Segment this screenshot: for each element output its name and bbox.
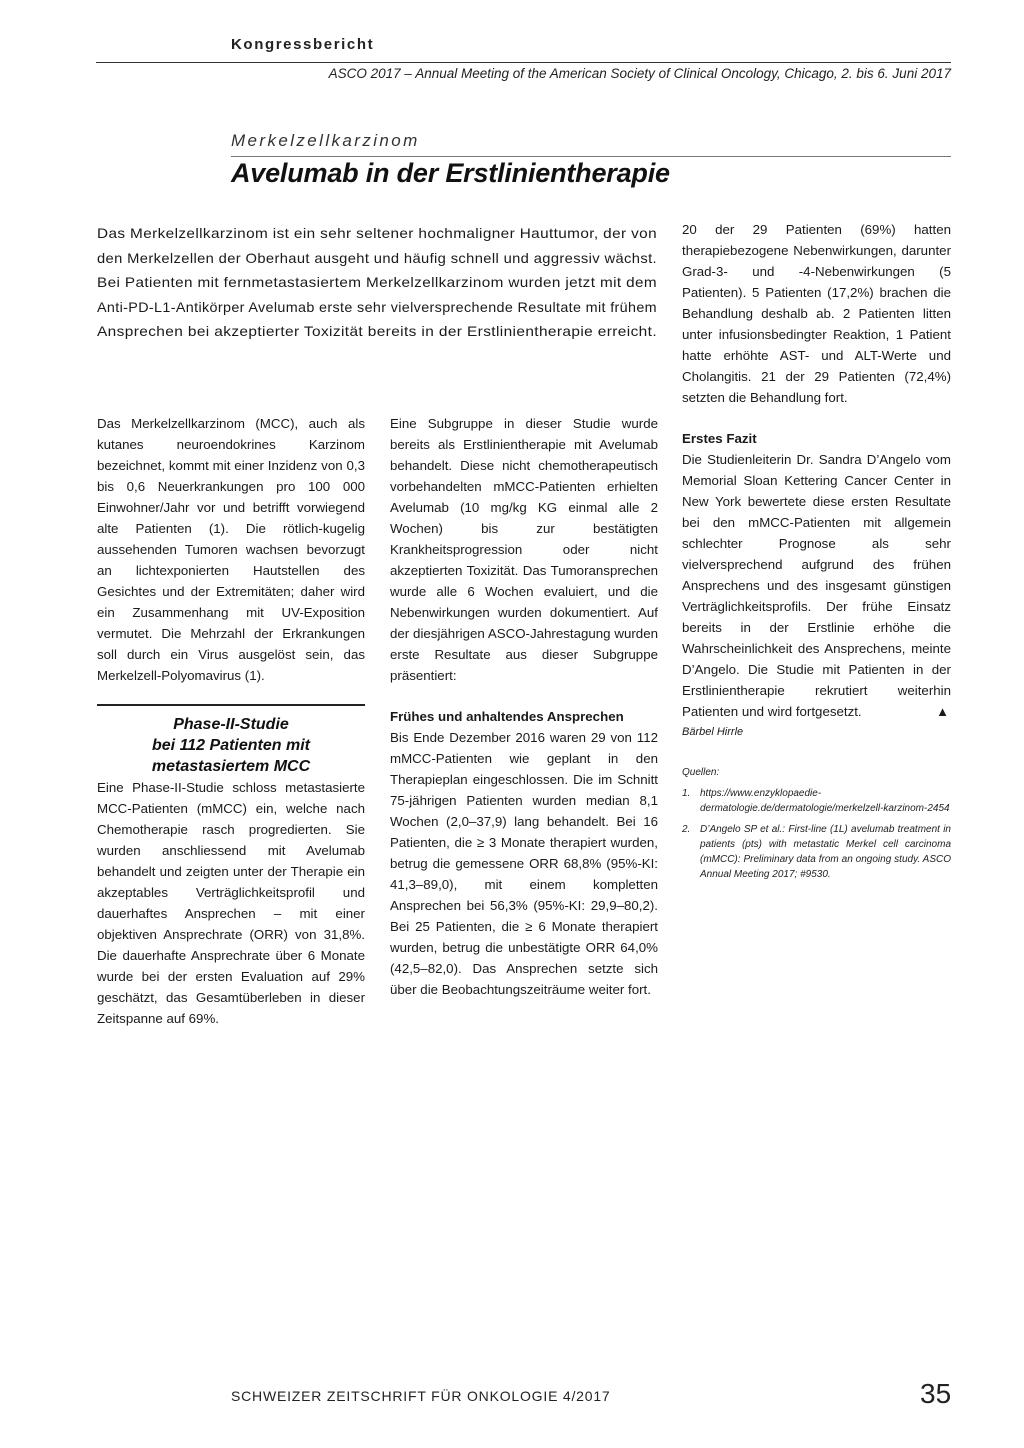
body-paragraph-intro: Das Merkelzellkarzinom (MCC), auch als kutanes neuroendokrines Karzinom bezeichnet, kommt mit einer Inzidenz von 0,3 bis 0,6 Neuerkrankungen pro 100 000 Einwohner/Jahr vor und betrifft vorwiegend alte Patienten (1). Die rötlich-kugelig aussehenden Tumoren wachsen bevorzugt an lichtexponierten Hautstellen des Gesichtes und der Extremitäten; daher wird ein Zusammenhang mit UV-Exposition vermutet. Die Mehrzahl der Erkrankungen soll durch ein Virus ausgelöst sein, das Merkelzell-Polyomavirus (1). (97, 416, 365, 683)
body-paragraph-response: Bis Ende Dezember 2016 waren 29 von 112 mMCC-Patienten wie geplant in den Therapieplan eingeschlossen. Die im Schnitt 75-jährigen Patienten wurden median 8,1 Wochen (2,0–37,9) lang behandelt. Bei 16 Patienten, die ≥ 3 Monate therapiert wurden, betrug die gemessene ORR 68,8% (95%-KI: 41,3–89,0), mit einem kompletten Ansprechen bei 56,3% (95%-KI: 29,9–80,2). Bei 25 Patienten, die ≥ 6 Monate therapiert wurden, betrug die unbestätigte ORR 64,0% (42,5–82,0). Das Ansprechen setzte sich über die Beobachtungszeiträume weiter fort. (390, 730, 658, 997)
reference-item (682, 786, 951, 816)
conclusion-text: Die Studienleiterin Dr. Sandra D’Angelo vom Memorial Sloan Kettering Cancer Center in New York bewertete diese ersten Resultate bei den mMCC-Patienten mit allgemein schlechter Prognose als sehr vielversprechend aufgrund des frühen Ansprechens und des insgesamt günstigen Verträglichkeitsprofils. Der frühe Einsatz bereits in der Erstlinie erhöhe die Wahrscheinlichkeit des Ansprechens, meinte D’Angelo. Die Studie mit Patienten in der Erstlinientherapie rekrutiert weiterhin Patienten und wird fortgesetzt. (682, 452, 951, 719)
column-3 (682, 219, 951, 888)
lead-line: Das Merkelzellkarzinom ist ein sehr seltener hochmaligner Hauttumor, der von (97, 225, 657, 241)
lead-line: den Merkelzellen der Oberhaut ausgeht und häufig schnell und aggressiv wächst. (97, 249, 657, 266)
body-paragraph-phase2: Eine Phase-II-Studie schloss metastasierte MCC-Patienten (mMCC) ein, welche nach Chemotherapie rasch progredierten. Sie wurden anschliessend mit Avelumab behandelt und zeigten unter der Therapie ein akzeptables Verträglichkeitsprofil und dauerhaftes Ansprechen – mit einer objektiven Ansprechrate (ORR) von 31,8%. Die dauerhafte Ansprechrate über 6 Monate wurde bei der ersten Evaluation auf 29% geschätzt, das Gesamtüberleben in dieser Zeitspanne auf 69%. (97, 780, 365, 1026)
box-heading-line: bei 112 Patienten mit (152, 737, 310, 754)
reference-text: D’Angelo SP et al.: First-line (1L) avelumab treatment in patients (pts) with metastatic Merkel cell carcinoma (mMCC): Preliminary data from an ongoing study. ASCO Annual Meeting 2017; #9530. (700, 824, 951, 880)
article-title: Avelumab in der Erstlinientherapie (231, 158, 670, 188)
column-1 (97, 413, 365, 1029)
end-triangle-icon: ▲ (936, 704, 949, 719)
footer-journal: SCHWEIZER ZEITSCHRIFT FÜR ONKOLOGIE 4/2017 (231, 1388, 611, 1404)
page-number: 35 (920, 1378, 952, 1409)
references (682, 765, 951, 882)
reference-number: 1. (682, 788, 691, 799)
body-paragraph-conclusion (682, 449, 951, 722)
body-paragraph-subgroup: Eine Subgruppe in dieser Studie wurde bereits als Erstlinientherapie mit Avelumab behandelt. Diese nicht chemotherapeutisch vorbehandelten mMCC-Patienten erhielten Avelumab (10 mg/kg KG einmal alle 2 Wochen) bis zur bestätigten Krankheitsprogression oder nicht akzeptierten Toxizität. Das Tumoransprechen wurde alle 6 Wochen evaluiert, und die Nebenwirkungen wurden dokumentiert. Auf der diesjährigen ASCO-Jahrestagung wurden erste Resultate aus dieser Subgruppe präsentiert: (390, 416, 658, 683)
reference-text: https://www.enzyklopaedie-dermatologie.de/dermatologie/merkelzell-karzinom-2454 (700, 788, 950, 814)
lead-line: Ansprechen bei akzeptierter Toxizität bereits in der Erstlinientherapie erreicht. (97, 323, 657, 339)
section-label: Merkelzellkarzinom (231, 131, 420, 150)
lead-line: Anti-PD-L1-Antikörper Avelumab erste sehr vielversprechende Resultate mit frühem (97, 298, 657, 315)
running-head: Kongressbericht (231, 36, 375, 53)
body-paragraph-adverse: 20 der 29 Patienten (69%) hatten therapiebezogene Nebenwirkungen, darunter Grad-3- und -4-Nebenwirkungen (5 Patienten). 5 Patienten (17,2%) brachen die Behandlung deshalb ab. 2 Patienten litten unter infusionsbedingter Reaktion, 1 Patient hatte erhöhte AST- und ALT-Werte und Cholangitis. 21 der 29 Patienten (72,4%) setzten die Behandlung fort. (682, 222, 951, 405)
conference-line: ASCO 2017 – Annual Meeting of the American Society of Clinical Oncology, Chicago, 2. bis 6. Juni 2017 (328, 66, 951, 81)
subheading-response: Frühes und anhaltendes Ansprechen (390, 709, 624, 724)
references-label: Quellen: (682, 767, 720, 778)
box-heading-rule (97, 704, 365, 706)
author: Bärbel Hirrle (682, 726, 744, 738)
box-heading-line: metastasiertem MCC (151, 758, 311, 775)
box-heading (97, 714, 365, 777)
subheading-conclusion: Erstes Fazit (682, 431, 757, 446)
reference-number: 2. (682, 824, 691, 835)
lead-paragraph (97, 221, 657, 344)
column-2 (390, 413, 658, 1000)
reference-item (682, 822, 951, 882)
box-heading-line: Phase-II-Studie (173, 716, 289, 733)
lead-line: Bei Patienten mit fernmetastasiertem Merkelzellkarzinom wurden jetzt mit dem (97, 274, 657, 290)
section-rule (231, 156, 951, 157)
header-rule (96, 62, 951, 63)
